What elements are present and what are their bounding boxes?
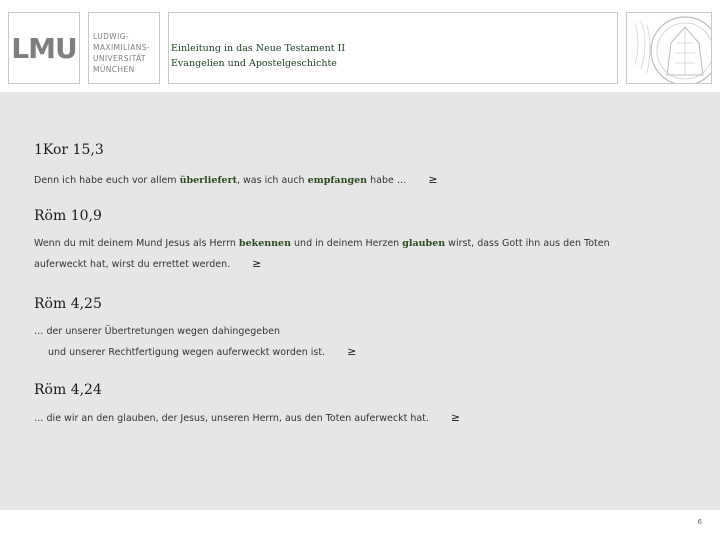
highlighted-word: bekennen bbox=[238, 238, 292, 249]
passage-text bbox=[34, 234, 654, 275]
highlighted-word: glauben bbox=[402, 238, 446, 249]
text-segment: und unserer Rechtfertigung wegen auferweckt worden ist. bbox=[48, 347, 326, 358]
title-line-1: Einleitung in das Neue Testament II bbox=[171, 43, 346, 54]
university-line: UNIVERSITÄT bbox=[93, 54, 146, 63]
text-segment: Denn ich habe euch vor allem bbox=[34, 175, 180, 186]
university-name bbox=[88, 12, 160, 84]
slide-header bbox=[0, 0, 720, 92]
content-area bbox=[0, 92, 720, 510]
greater-equal-symbol: ≥ bbox=[450, 411, 461, 424]
university-line: LUDWIG- bbox=[93, 32, 130, 41]
passage-text bbox=[34, 170, 674, 191]
highlighted-word: empfangen bbox=[307, 175, 368, 186]
text-segment: wirst, dass Gott ihn aus den Toten auferweckt hat, wirst du errettet werden. bbox=[34, 238, 610, 270]
page-number: 6 bbox=[697, 518, 702, 526]
text-line bbox=[34, 342, 674, 363]
logo-text: LMU bbox=[11, 31, 77, 65]
highlighted-word: überliefert bbox=[179, 175, 237, 186]
passage-reference: 1Kor 15,3 bbox=[34, 142, 104, 158]
text-segment: und in deinem Herzen bbox=[291, 238, 403, 249]
text-segment: , was ich auch bbox=[236, 175, 308, 186]
greater-equal-symbol: ≥ bbox=[428, 173, 438, 186]
lecture-title bbox=[168, 12, 618, 84]
lmu-logo bbox=[8, 12, 80, 84]
passage-reference: Röm 4,24 bbox=[34, 382, 102, 398]
passage-text bbox=[34, 408, 674, 429]
greater-equal-symbol: ≥ bbox=[252, 257, 262, 270]
passage-reference: Röm 4,25 bbox=[34, 296, 102, 312]
slide-footer bbox=[0, 510, 720, 540]
university-line: MAXIMILIANS- bbox=[93, 43, 151, 52]
text-segment: Wenn du mit deinem Mund Jesus als Herrn bbox=[34, 238, 239, 249]
text-segment: … die wir an den glauben, der Jesus, unseren Herrn, aus den Toten auferweckt hat. bbox=[34, 413, 429, 424]
text-segment: habe … bbox=[367, 175, 407, 186]
passage-reference: Röm 10,9 bbox=[34, 208, 102, 224]
university-seal-icon bbox=[626, 12, 712, 84]
passage-text bbox=[34, 322, 674, 363]
text-line: … der unserer Übertretungen wegen dahingegeben bbox=[34, 326, 281, 337]
title-line-2: Evangelien und Apostelgeschichte bbox=[171, 58, 337, 69]
university-line: MÜNCHEN bbox=[93, 65, 135, 74]
greater-equal-symbol: ≥ bbox=[347, 345, 357, 358]
